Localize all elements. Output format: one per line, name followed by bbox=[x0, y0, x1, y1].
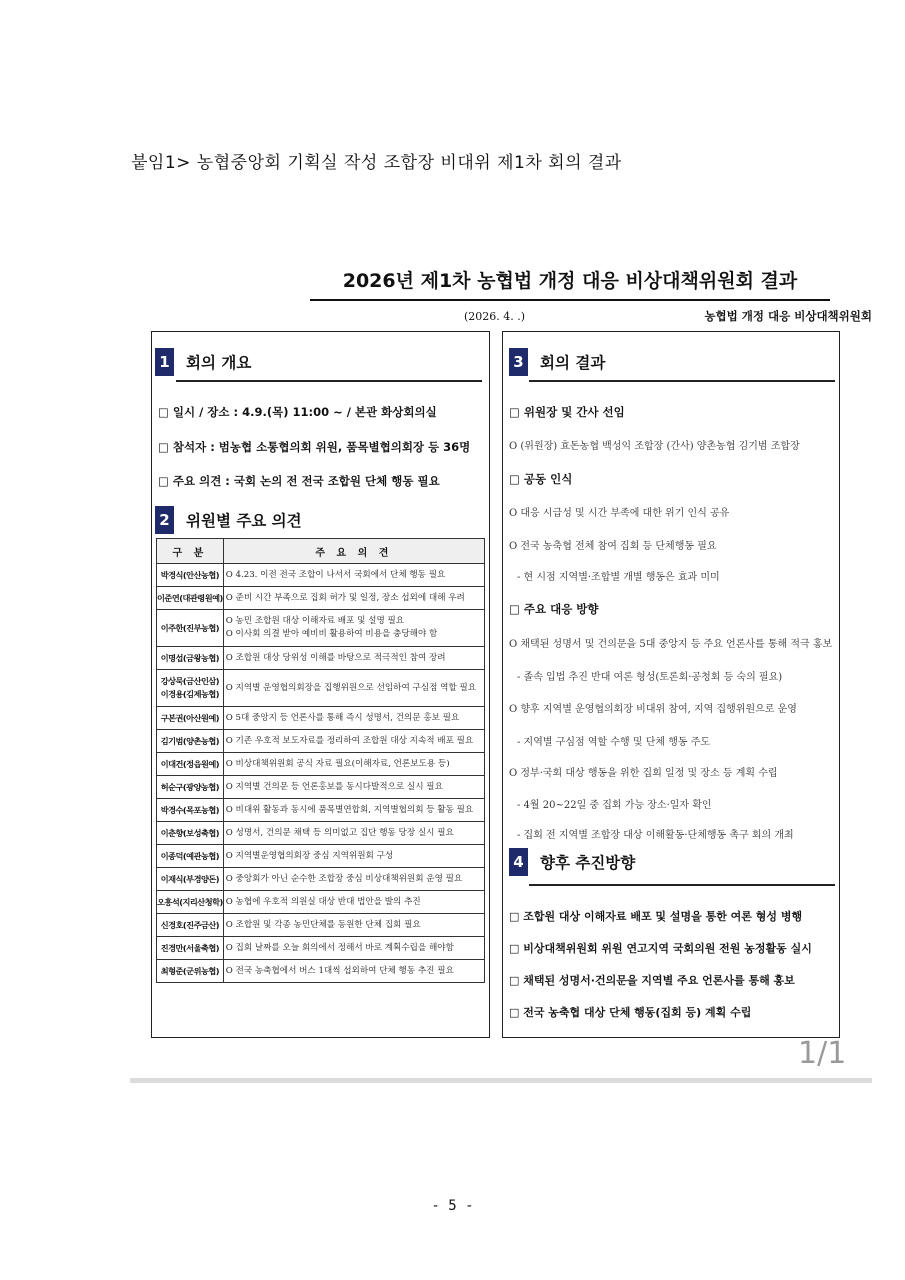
member-name: 이대건(정읍원예) bbox=[160, 758, 220, 769]
table-row bbox=[157, 937, 485, 960]
table-row bbox=[157, 707, 485, 730]
page-number: - 5 - bbox=[431, 1198, 474, 1214]
member-name: 진경만(서울축협) bbox=[160, 942, 220, 953]
document-title: 2026년 제1차 농협법 개정 대응 비상대책위원회 결과 bbox=[342, 270, 798, 292]
result-item: - 현 시점 지역별·조합별 개별 행동은 효과 미미 bbox=[517, 572, 720, 583]
right-panel bbox=[502, 331, 840, 1038]
result-item: O 정부·국회 대상 행동을 위한 집회 일정 및 장소 등 계획 수립 bbox=[509, 768, 778, 779]
member-name: 강상묵(금산인삼) bbox=[160, 676, 220, 686]
member-name: 이명섭(금왕농협) bbox=[160, 652, 220, 663]
opinion-text: O 비상대책위원회 공식 자료 필요(이해자료, 언론보도용 등) bbox=[225, 758, 450, 769]
table-row bbox=[157, 753, 485, 776]
plan-item: □ 전국 농축협 대상 단체 행동(집회 등) 계획 수립 bbox=[509, 1006, 752, 1019]
member-name: 이주한(진부농협) bbox=[160, 622, 220, 633]
section-title: 위원별 주요 의견 bbox=[186, 512, 302, 530]
opinion-cell bbox=[223, 776, 484, 799]
member-name: 최형준(군위농협) bbox=[160, 965, 220, 976]
result-item: O (위원장) 효돈농협 백성익 조합장 (간사) 양촌농협 김기범 조합장 bbox=[509, 441, 800, 452]
table-row bbox=[157, 891, 485, 914]
opinion-cell bbox=[223, 610, 484, 647]
opinion-cell bbox=[223, 799, 484, 822]
section-number: 2 bbox=[155, 506, 174, 534]
table-row bbox=[157, 845, 485, 868]
member-name: 허순구(광양농협) bbox=[160, 781, 220, 792]
opinion-cell bbox=[223, 753, 484, 776]
opinion-cell bbox=[223, 868, 484, 891]
divider-bar bbox=[130, 1078, 872, 1083]
opinion-text: O 지역별 건의문 등 언론홍보를 동시다발적으로 실시 필요 bbox=[225, 781, 443, 792]
overview-item: □ 주요 의견 : 국회 논의 전 전국 조합원 단체 행동 필요 bbox=[158, 474, 440, 488]
column-header: 구 분 bbox=[157, 539, 224, 564]
member-name: 박경수(목포농협) bbox=[160, 804, 220, 815]
member-name-cell bbox=[157, 822, 224, 845]
section-4-header bbox=[509, 848, 635, 876]
member-name-cell bbox=[157, 587, 224, 610]
result-heading: □ 공동 인식 bbox=[509, 472, 573, 486]
member-name-cell bbox=[157, 564, 224, 587]
member-name-cell bbox=[157, 960, 224, 983]
section-title: 향후 추진방향 bbox=[540, 854, 636, 872]
result-item: - 집회 전 지역별 조합장 대상 이해활동·단체행동 촉구 회의 개최 bbox=[517, 830, 794, 841]
title-underline bbox=[310, 299, 830, 301]
table-row bbox=[157, 564, 485, 587]
opinion-cell bbox=[223, 587, 484, 610]
document-date: (2026. 4. .) bbox=[464, 310, 526, 323]
opinion-cell bbox=[223, 564, 484, 587]
member-name-cell bbox=[157, 845, 224, 868]
opinion-text: O 농협에 우호적 의원실 대상 반대 법안을 발의 추진 bbox=[225, 896, 421, 907]
member-name: 오흥석(지리산청학) bbox=[157, 896, 223, 907]
opinion-text: O 조합원 대상 당위성 이해를 바탕으로 적극적인 참여 장려 bbox=[225, 652, 446, 663]
opinion-text: O 이사회 의결 받아 예비비 활용하여 비용을 충당해야 함 bbox=[225, 629, 438, 639]
opinion-cell bbox=[223, 730, 484, 753]
member-name-cell bbox=[157, 868, 224, 891]
opinion-text: O 집회 날짜를 오늘 회의에서 정해서 바로 계획수립을 해야함 bbox=[225, 942, 454, 953]
table-row bbox=[157, 960, 485, 983]
member-name-cell bbox=[157, 670, 224, 707]
meeting-result-document bbox=[148, 252, 872, 1082]
section-number: 1 bbox=[155, 348, 174, 376]
left-panel bbox=[151, 331, 490, 1038]
opinion-cell bbox=[223, 891, 484, 914]
table-row bbox=[157, 610, 485, 647]
member-name-cell bbox=[157, 914, 224, 937]
member-name-cell bbox=[157, 707, 224, 730]
table-header-row bbox=[157, 539, 485, 564]
opinion-text: O 조합원 및 각종 농민단체를 동원한 단체 집회 필요 bbox=[225, 919, 421, 930]
member-name: 구본권(아산원예) bbox=[160, 712, 220, 723]
table-row bbox=[157, 799, 485, 822]
plan-item: □ 비상대책위원회 위원 연고지역 국회의원 전원 농정활동 실시 bbox=[509, 942, 812, 955]
table-row bbox=[157, 730, 485, 753]
member-name-cell bbox=[157, 753, 224, 776]
opinion-text: O 준비 시간 부족으로 집회 허가 및 일정, 장소 섭외에 대해 우려 bbox=[225, 592, 465, 603]
table-row bbox=[157, 776, 485, 799]
result-heading: □ 위원장 및 간사 선임 bbox=[509, 405, 625, 419]
section-title: 회의 결과 bbox=[540, 354, 606, 372]
member-name: 이종덕(예관농협) bbox=[160, 850, 220, 861]
section-rule bbox=[529, 884, 835, 886]
section-rule bbox=[529, 380, 835, 382]
member-name-cell bbox=[157, 776, 224, 799]
opinion-cell bbox=[223, 822, 484, 845]
table-row bbox=[157, 868, 485, 891]
member-name: 신경호(진주금산) bbox=[160, 919, 220, 930]
plan-item: □ 조합원 대상 이해자료 배포 및 설명을 통한 여론 형성 병행 bbox=[509, 910, 803, 923]
member-name-cell bbox=[157, 891, 224, 914]
member-name: 이춘향(보성축협) bbox=[160, 827, 220, 838]
document-organization: 농협법 개정 대응 비상대책위원회 bbox=[704, 309, 872, 323]
opinion-cell bbox=[223, 914, 484, 937]
result-item: O 대응 시급성 및 시간 부족에 대한 위기 인식 공유 bbox=[509, 508, 730, 519]
opinion-text: O 중앙회가 아닌 순수한 조합장 중심 비상대책위원회 운영 필요 bbox=[225, 873, 463, 884]
section-2-header bbox=[155, 506, 302, 534]
opinion-text: O 농민 조합원 대상 이해자료 배포 및 설명 필요 bbox=[225, 616, 405, 626]
section-3-header bbox=[509, 348, 605, 376]
section-1-header bbox=[155, 348, 251, 376]
opinion-cell bbox=[223, 670, 484, 707]
member-name-cell bbox=[157, 937, 224, 960]
member-name-cell bbox=[157, 610, 224, 647]
member-name: 이준연(대관령원예) bbox=[157, 592, 223, 603]
opinion-text: O 전국 농축협에서 버스 1대씩 섭외하여 단체 행동 추진 필요 bbox=[225, 965, 454, 976]
result-item: - 4월 20~22일 중 집회 가능 장소·일자 확인 bbox=[517, 800, 712, 811]
opinion-text: O 지역별 운영협의회장을 집행위원으로 선임하여 구심점 역할 필요 bbox=[225, 682, 477, 693]
member-name: 김기범(양촌농협) bbox=[160, 735, 220, 746]
member-name: 이재식(부경양돈) bbox=[160, 873, 220, 884]
attachment-caption: 붙임1> 농협중앙회 기획실 작성 조합장 비대위 제1차 회의 결과 bbox=[131, 153, 622, 173]
section-rule bbox=[176, 380, 482, 382]
overview-item: □ 일시 / 장소 : 4.9.(목) 11:00 ~ / 본관 화상회의실 bbox=[158, 405, 437, 419]
result-item: O 전국 농축협 전체 참여 집회 등 단체행동 필요 bbox=[509, 541, 717, 552]
opinion-text: O 기존 우호적 보도자료를 정리하여 조합원 대상 지속적 배포 필요 bbox=[225, 735, 474, 746]
section-number: 3 bbox=[509, 348, 528, 376]
table-row bbox=[157, 822, 485, 845]
result-item: O 향후 지역별 운영협의회장 비대위 참여, 지역 집행위원으로 운영 bbox=[509, 704, 797, 715]
opinion-cell bbox=[223, 845, 484, 868]
page-count-mark: 1/1 bbox=[798, 1036, 847, 1071]
opinion-cell bbox=[223, 647, 484, 670]
result-item: O 채택된 성명서 및 건의문을 5대 중앙지 등 주요 언론사를 통해 적극 홍보 bbox=[509, 639, 833, 650]
result-heading: □ 주요 대응 방향 bbox=[509, 602, 599, 616]
opinion-cell bbox=[223, 937, 484, 960]
opinion-text: O 성명서, 건의문 채택 등 의미없고 집단 행동 당장 실시 필요 bbox=[225, 827, 454, 838]
section-title: 회의 개요 bbox=[186, 354, 252, 372]
table-row bbox=[157, 647, 485, 670]
table-row bbox=[157, 670, 485, 707]
opinions-table bbox=[156, 538, 485, 983]
opinion-cell bbox=[223, 707, 484, 730]
member-name: 이경용(김제농협) bbox=[160, 689, 220, 699]
table-row bbox=[157, 914, 485, 937]
table-row bbox=[157, 587, 485, 610]
opinion-text: O 비대위 활동과 동시에 품목별연합회, 지역별협의회 등 활동 필요 bbox=[225, 804, 474, 815]
opinion-cell bbox=[223, 960, 484, 983]
opinion-text: O 지역별운영협의회장 중심 지역위원회 구성 bbox=[225, 850, 394, 861]
member-name-cell bbox=[157, 730, 224, 753]
plan-item: □ 채택된 성명서·건의문을 지역별 주요 언론사를 통해 홍보 bbox=[509, 974, 795, 987]
member-name-cell bbox=[157, 799, 224, 822]
member-name: 박경식(안산농협) bbox=[160, 569, 220, 580]
section-number: 4 bbox=[509, 848, 528, 876]
result-item: - 지역별 구심점 역할 수행 및 단체 행동 주도 bbox=[517, 737, 711, 748]
opinion-text: O 4.23. 이전 전국 조합이 나서서 국회에서 단체 행동 필요 bbox=[225, 569, 446, 580]
member-name-cell bbox=[157, 647, 224, 670]
column-header: 주 요 의 견 bbox=[223, 539, 484, 564]
opinion-text: O 5대 중앙지 등 언론사를 통해 즉시 성명서, 건의문 홍보 필요 bbox=[225, 712, 460, 723]
result-item: - 졸속 입법 추진 반대 여론 형성(토론회·공청회 등 숙의 필요) bbox=[517, 672, 783, 683]
overview-item: □ 참석자 : 범농협 소통협의회 위원, 품목별협의회장 등 36명 bbox=[158, 440, 471, 454]
